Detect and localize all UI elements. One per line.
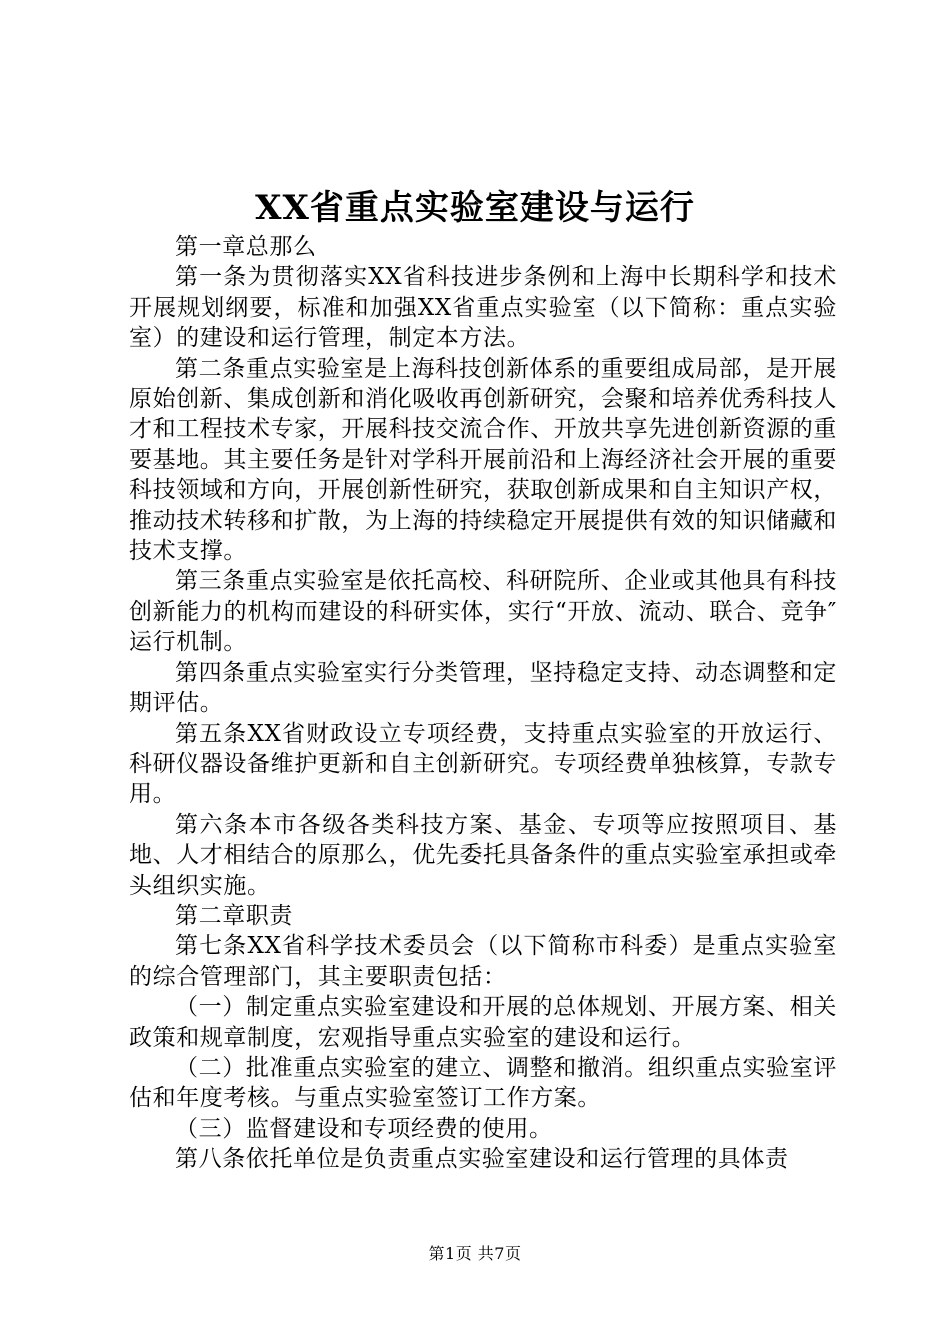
article-8: 第八条依托单位是负责重点实验室建设和运行管理的具体责 xyxy=(175,1146,789,1173)
article-4: 第四条重点实验室实行分类管理，坚持稳定支持、动态调整和定期评估。 xyxy=(129,659,837,717)
chapter-1-heading: 第一章总那么 xyxy=(175,234,317,260)
page-footer xyxy=(0,1243,950,1265)
article-1: 第一条为贯彻落实XX省科技进步条例和上海中长期科学和技术开展规划纲要，标准和加强XX省重点实验室（以下简称：重点实验室）的建设和运行管理，制定本方法。 xyxy=(129,264,837,352)
article-2: 第二条重点实验室是上海科技创新体系的重要组成局部，是开展原始创新、集成创新和消化吸收再创新研究，会聚和培养优秀科技人才和工程技术专家，开展科技交流合作、开放共享先进创新资源的重要基地。其主要任务是针对学科开展前沿和上海经济社会开展的重要科技领域和方向，开展创新性研究，获取创新成果和自主知识产权，推动技术转移和扩散，为上海的持续稳定开展提供有效的知识储藏和技术支撑。 xyxy=(129,355,837,565)
article-7: 第七条XX省科学技术委员会（以下简称市科委）是重点实验室的综合管理部门，其主要职责包括： xyxy=(129,933,837,990)
article-5: 第五条XX省财政设立专项经费，支持重点实验室的开放运行、科研仪器设备维护更新和自主创新研究。专项经费单独核算，专款专用。 xyxy=(129,720,837,808)
article-7-item-2: （二）批准重点实验室的建立、调整和撤消。组织重点实验室评估和年度考核。与重点实验室签订工作方案。 xyxy=(129,1054,837,1112)
article-7-item-1: （一）制定重点实验室建设和开展的总体规划、开展方案、相关政策和规章制度，宏观指导重点实验室的建设和运行。 xyxy=(129,994,837,1051)
page-number: 第1页 xyxy=(428,1244,473,1263)
document-body xyxy=(129,232,837,1175)
article-7-item-3: （三）监督建设和专项经费的使用。 xyxy=(175,1115,553,1142)
article-6: 第六条本市各级各类科技方案、基金、专项等应按照项目、基地、人才相结合的原那么，优先委托具备条件的重点实验室承担或牵头组织实施。 xyxy=(129,811,837,899)
article-3: 第三条重点实验室是依托高校、科研院所、企业或其他具有科技创新能力的机构而建设的科研实体，实行“开放、流动、联合、竞争″运行机制。 xyxy=(129,568,837,656)
chapter-2-heading: 第二章职责 xyxy=(175,902,293,929)
document-title: XX省重点实验室建设与运行 xyxy=(255,188,695,228)
page-total: 共7页 xyxy=(477,1244,522,1263)
